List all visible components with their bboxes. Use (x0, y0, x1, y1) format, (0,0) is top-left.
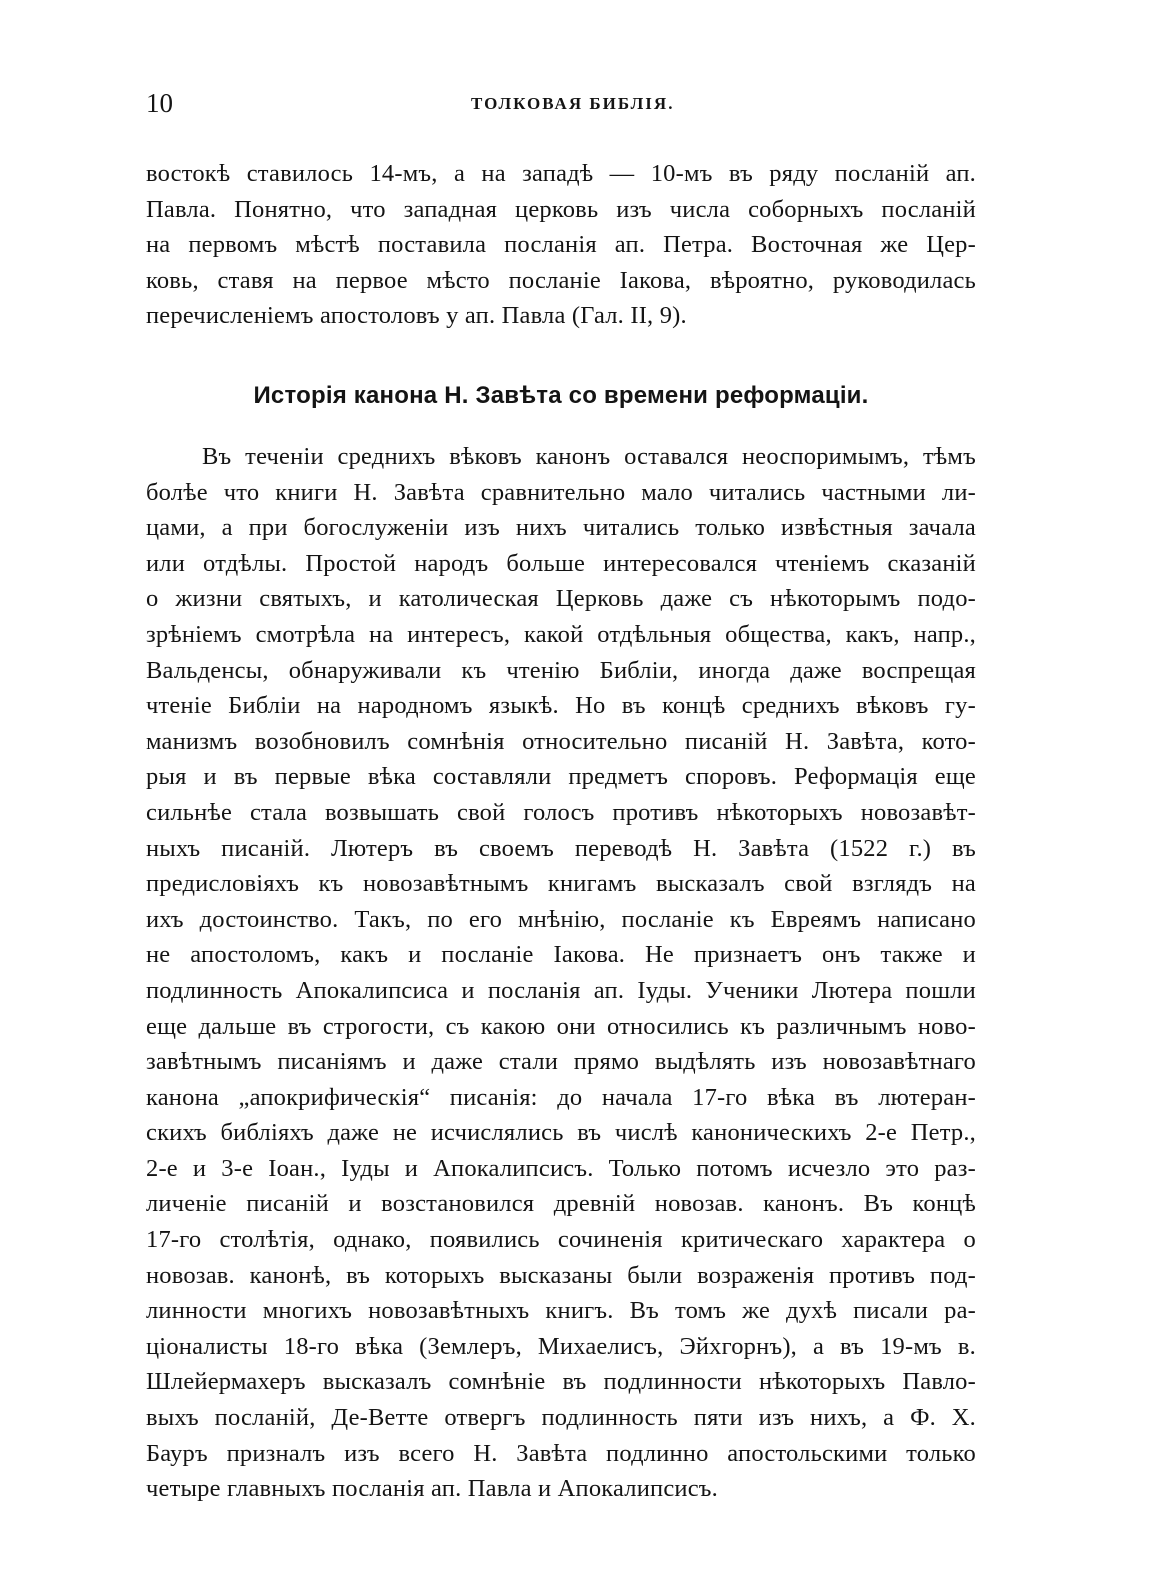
page-number: 10 (146, 88, 173, 118)
text-line: востокѣ ставилось 14-мъ, а на западѣ — 10-мъ въ ряду посланій ап. (146, 160, 976, 187)
text-line: зрѣніемъ смотрѣла на интересъ, какой отдѣльныя общества, какъ, напр., (146, 620, 976, 648)
text-line: 17-го столѣтія, однако, появились сочиненія критическаго характера о (146, 1226, 976, 1254)
text-line: не апостоломъ, какъ и посланіе Іакова. Не признаетъ онъ также и (146, 941, 976, 969)
text-line: чтеніе Библіи на народномъ языкѣ. Но въ концѣ среднихъ вѣковъ гу- (146, 692, 976, 720)
text-line: ихъ достоинство. Такъ, по его мнѣнію, посланіе къ Евреямъ написано (146, 905, 976, 933)
text-line: Въ теченіи среднихъ вѣковъ канонъ оставался неоспоримымъ, тѣмъ (202, 443, 976, 470)
text-line: цами, а при богослуженіи изъ нихъ читались только извѣстныя зачала (146, 514, 976, 542)
text-line: скихъ библіяхъ даже не исчислялись въ числѣ каноническихъ 2-е Петр., (146, 1119, 976, 1147)
running-title: ТОЛКОВАЯ БИБЛІЯ. (471, 94, 675, 113)
text-line: ныхъ писаній. Лютеръ въ своемъ переводѣ Н. Завѣта (1522 г.) въ (146, 834, 976, 862)
text-line: сильнѣе стала возвышать свой голосъ противъ нѣкоторыхъ новозавѣт- (146, 798, 976, 826)
text-line: предисловіяхъ къ новозавѣтнымъ книгамъ высказалъ свой взглядъ на (146, 870, 976, 898)
text-line: выхъ посланій, Де-Ветте отвергъ подлинность пяти изъ нихъ, а Ф. Х. (146, 1404, 976, 1432)
text-line: канона „апокрифическія“ писанія: до начала 17-го вѣка въ лютеран- (146, 1083, 976, 1111)
text-line: личеніе писаній и возстановился древній новозав. канонъ. Въ концѣ (146, 1190, 976, 1218)
running-header (146, 88, 976, 118)
text-line: завѣтнымъ писаніямъ и даже стали прямо выдѣлять изъ новозавѣтнаго (146, 1048, 976, 1076)
intro-paragraph (146, 156, 976, 334)
text-line: новозав. канонѣ, въ которыхъ высказаны были возраженія противъ под- (146, 1261, 976, 1289)
text-line: или отдѣлы. Простой народъ больше интересовался чтеніемъ сказаній (146, 549, 976, 577)
text-line: Вальденсы, обнаруживали къ чтенію Библіи, иногда даже воспрещая (146, 656, 976, 684)
text-line: перечисленіемъ апостоловъ у ап. Павла (Гал. II, 9). (146, 302, 687, 330)
section-heading: Исторія канона Н. Завѣта со времени реформаціи. (253, 382, 869, 409)
text-line: на первомъ мѣстѣ поставила посланія ап. Петра. Восточная же Цер- (146, 231, 976, 259)
text-line: ковь, ставя на первое мѣсто посланіе Іакова, вѣроятно, руководилась (146, 266, 976, 294)
text-line: еще дальше въ строгости, съ какою они относились къ различнымъ ново- (146, 1012, 976, 1040)
text-line: линности многихъ новозавѣтныхъ книгъ. Въ томъ же духѣ писали ра- (146, 1297, 976, 1325)
text-line: болѣе что книги Н. Завѣта сравнительно мало читались частными ли- (146, 478, 976, 506)
body-paragraph (146, 439, 976, 1507)
text-line: ціоналисты 18-го вѣка (Землеръ, Михаелисъ, Эйхгорнъ), а въ 19-мъ в. (146, 1332, 976, 1360)
text-line: четыре главныхъ посланія ап. Павла и Апокалипсисъ. (146, 1475, 718, 1503)
text-line: подлинность Апокалипсиса и посланія ап. Іуды. Ученики Лютера пошли (146, 976, 976, 1004)
text-line: Бауръ призналъ изъ всего Н. Завѣта подлинно апостольскими только (146, 1439, 976, 1467)
text-line: рыя и въ первые вѣка составляли предметъ споровъ. Реформація еще (146, 763, 976, 791)
text-line: 2-е и 3-е Іоан., Іуды и Апокалипсисъ. Только потомъ исчезло это раз- (146, 1154, 976, 1182)
text-line: Шлейермахеръ высказалъ сомнѣніе въ подлинности нѣкоторыхъ Павло- (146, 1368, 976, 1396)
text-line: Павла. Понятно, что западная церковь изъ числа соборныхъ посланій (146, 195, 976, 223)
text-line: манизмъ возобновилъ сомнѣнія относительно писаній Н. Завѣта, кото- (146, 727, 976, 755)
text-line: о жизни святыхъ, и католическая Церковь даже съ нѣкоторымъ подо- (146, 585, 976, 613)
